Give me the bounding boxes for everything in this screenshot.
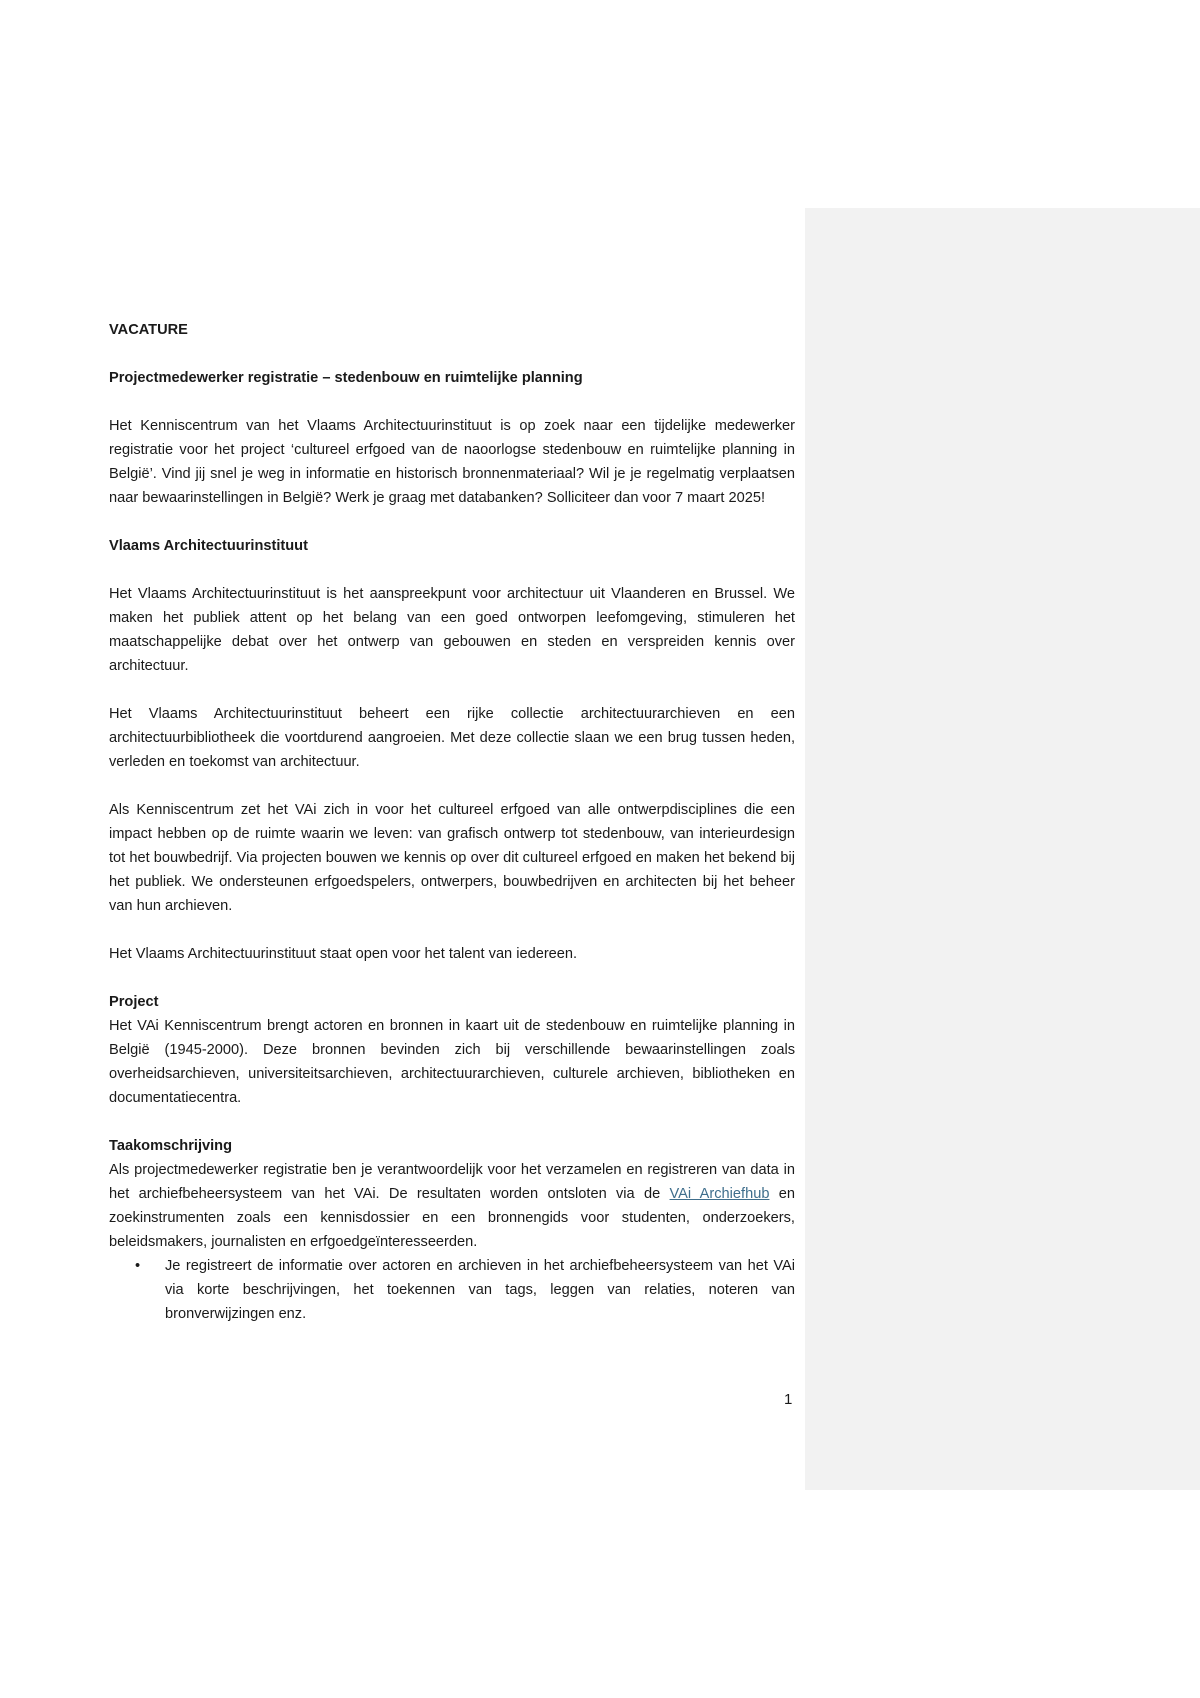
task-section-title: Taakomschrijving [109, 1138, 233, 1154]
task-text-before: Als projectmedewerker registratie ben je verantwoordelijk voor het verzamelen en registreren van data in het archiefbeheersysteem van het VAi. De resultaten worden ontsloten via de [109, 1162, 795, 1202]
archiefhub-link[interactable]: VAi Archiefhub [669, 1186, 770, 1202]
job-title: Projectmedewerker registratie – stedenbouw en ruimtelijke planning [109, 370, 583, 386]
bullet-text: Je registreert de informatie over actoren en archieven in het archiefbeheersysteem van het VAi via korte beschrijvingen, het toekennen van tags, leggen van relaties, noteren van bronverwijzingen enz. [165, 1258, 795, 1322]
task-bullet-list [109, 1254, 795, 1326]
task-paragraph [109, 1158, 795, 1254]
org-section-title: Vlaams Architectuurinstituut [109, 538, 308, 554]
intro-paragraph: Het Kenniscentrum van het Vlaams Architectuurinstituut is op zoek naar een tijdelijke medewerker registratie voor het project ‘cultureel erfgoed van de naoorlogse stedenbouw en ruimtelijke planning in België’. Vind jij snel je weg in informatie en historisch bronnenmateriaal? Wil je je regelmatig verplaatsen naar bewaarinstellingen in België? Werk je graag met databanken? Solliciteer dan voor 7 maart 2025! [109, 418, 795, 506]
document-heading: VACATURE [109, 322, 188, 338]
list-item [135, 1254, 795, 1326]
bullet-icon: • [135, 1258, 141, 1274]
document-page [109, 318, 795, 1326]
comment-pane [805, 208, 1200, 1490]
task-text-after: en zoekinstrumenten zoals een kennisdossier en een bronnengids voor studenten, onderzoekers, beleidsmakers, journalisten en erfgoedgeïnteresseerden. [109, 1186, 795, 1250]
org-paragraph-1: Het Vlaams Architectuurinstituut is het aanspreekpunt voor architectuur uit Vlaanderen en Brussel. We maken het publiek attent op het belang van een goed ontworpen leefomgeving, stimuleren het maatschappelijke debat over het ontwerp van gebouwen en steden en verspreiden kennis over architectuur. [109, 586, 795, 674]
org-paragraph-4: Het Vlaams Architectuurinstituut staat open voor het talent van iedereen. [109, 946, 578, 962]
page-number: 1 [784, 1391, 793, 1408]
org-paragraph-2: Het Vlaams Architectuurinstituut beheert een rijke collectie architectuurarchieven en een architectuurbibliotheek die voortdurend aangroeien. Met deze collectie slaan we een brug tussen heden, verleden en toekomst van architectuur. [109, 706, 795, 770]
project-paragraph: Het VAi Kenniscentrum brengt actoren en bronnen in kaart uit de stedenbouw en ruimtelijke planning in België (1945-2000). Deze bronnen bevinden zich bij verschillende bewaarinstellingen zoals overheidsarchieven, universiteitsarchieven, architectuurarchieven, culturele archieven, bibliotheken en documentatiecentra. [109, 1018, 795, 1106]
project-section-title: Project [109, 994, 159, 1010]
org-paragraph-3: Als Kenniscentrum zet het VAi zich in voor het cultureel erfgoed van alle ontwerpdisciplines die een impact hebben op de ruimte waarin we leven: van grafisch ontwerp tot stedenbouw, van interieurdesign tot het bouwbedrijf. Via projecten bouwen we kennis op over dit cultureel erfgoed en maken het bekend bij het publiek. We ondersteunen erfgoedspelers, ontwerpers, bouwbedrijven en architecten bij het beheer van hun archieven. [109, 802, 795, 914]
